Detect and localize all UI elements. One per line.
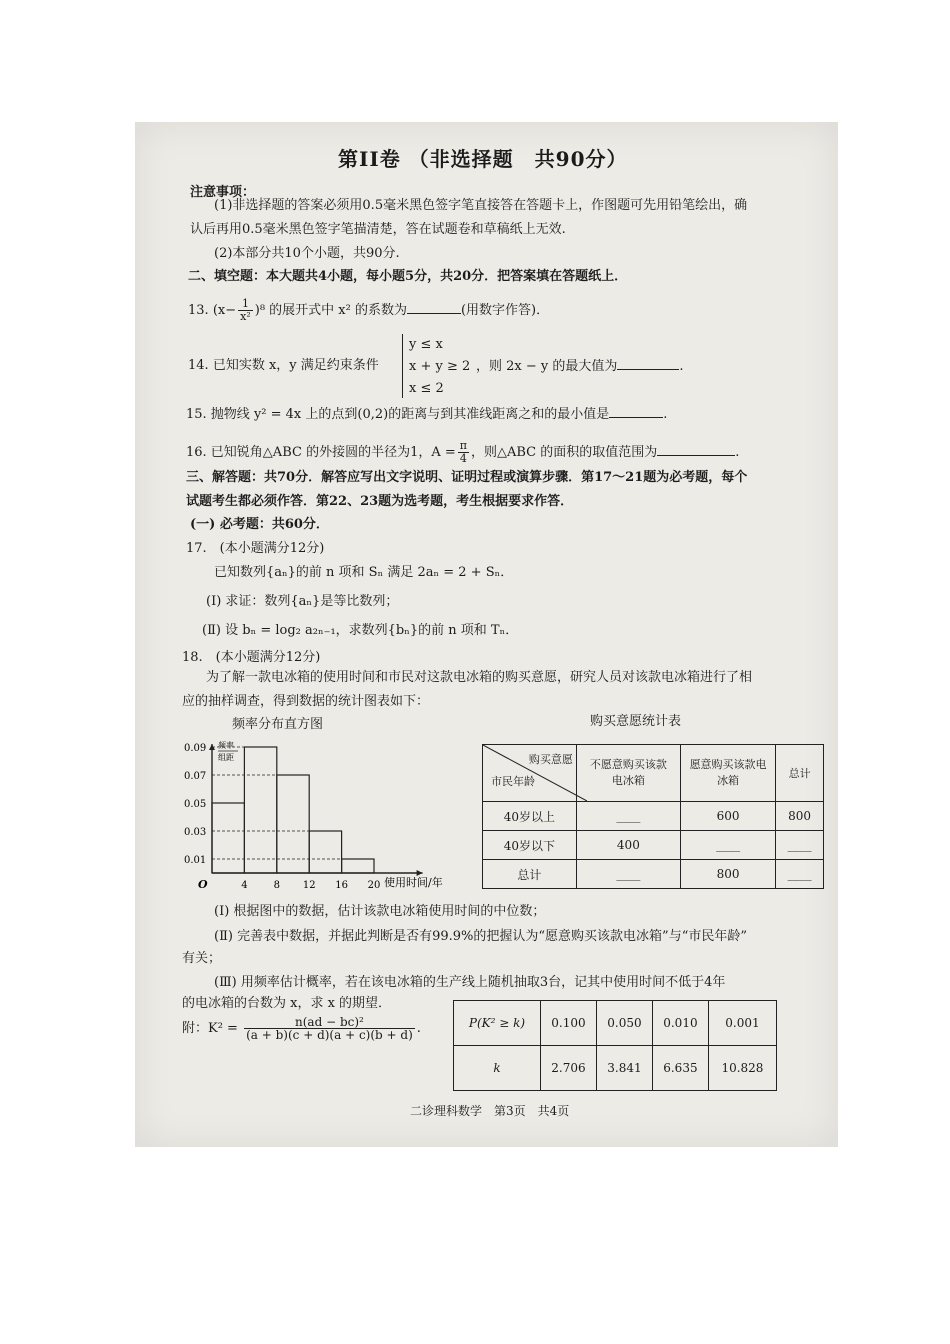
x-tick-label: 4 [241, 880, 248, 891]
notice-item1-line2: 认后再用0.5毫米黑色签字笔描清楚，答在试题卷和草稿纸上无效. [190, 222, 566, 237]
k-squared-formula [182, 1016, 421, 1041]
q13-answer-blank[interactable] [407, 301, 461, 314]
y-tick-label: 0.05 [184, 799, 207, 810]
cell: ____ [776, 860, 824, 889]
question-15 [186, 405, 667, 423]
cell: ____ [680, 831, 775, 860]
page-title: 第II卷 （非选择题 共90分） [338, 147, 628, 171]
q14-tail: ，则 2x − y 的最大值为 [476, 359, 618, 374]
section-solve-line1: 三、解答题：共70分．解答应写出文字说明、证明过程或演算步骤．第17～21题为必考题，每个 [186, 470, 748, 485]
frequency-histogram [180, 740, 470, 895]
q16-text-a: 16. 已知锐角△ABC 的外接圆的半径为1，A = [186, 445, 456, 460]
q17-part1: (Ⅰ) 求证：数列{aₙ}是等比数列； [206, 594, 399, 609]
q18-part3-line1: (Ⅲ) 用频率估计概率，若在该电冰箱的生产线上随机抽取3台，记其中使用时间不低于4年 [214, 975, 726, 990]
page-footer: 二诊理科数学 第3页 共4页 [410, 1104, 570, 1118]
q18-part1: (Ⅰ) 根据图中的数据，估计该款电冰箱使用时间的中位数； [214, 904, 546, 919]
q13-frac-num: 1 [238, 298, 253, 311]
y-tick-label: 0.09 [184, 743, 207, 754]
cell: 10.828 [708, 1046, 776, 1091]
cell: 600 [680, 802, 775, 831]
row-label-over40: 40岁以上 [483, 802, 577, 831]
q18-stem-line2: 应的抽样调查，得到数据的统计图表如下： [182, 694, 430, 709]
x-axis-label: 使用时间/年 [384, 876, 443, 889]
cell: 400 [576, 831, 680, 860]
table-corner-cell [483, 745, 577, 802]
question-13 [188, 298, 549, 323]
q14-number: 14. [188, 358, 209, 373]
q17-part2: (Ⅱ) 设 bₙ = log₂ a₂ₙ₋₁，求数列{bₙ}的前 n 项和 Tₙ． [202, 623, 519, 638]
x-tick-label: 8 [273, 880, 280, 891]
q13-number: 13. [188, 303, 209, 318]
histogram-bar [309, 831, 341, 873]
notice-item1-line1: (1)非选择题的答案必须用0.5毫米黑色签字笔直接答在答题卡上，作图题可先用铅笔绘出，确 [214, 198, 748, 213]
survey-table-title: 购买意愿统计表 [590, 714, 682, 729]
cell: ____ [576, 802, 680, 831]
x-tick-label: 16 [335, 880, 348, 891]
q13-fraction [238, 298, 253, 323]
cell: ____ [576, 860, 680, 889]
y-label-top: 频率 [218, 741, 234, 750]
header-willing: 愿意购买该款电冰箱 [680, 745, 775, 802]
q13-expr-b: )⁸ 的展开式中 x² 的系数为 [254, 303, 407, 318]
table-row [454, 1046, 777, 1091]
q18-part3-line2: 的电冰箱的台数为 x，求 x 的期望． [182, 996, 392, 1011]
q16-end: . [735, 445, 740, 460]
y-tick-label: 0.01 [184, 855, 207, 866]
cell: ____ [776, 831, 824, 860]
q13-expr-a: (x− [212, 303, 237, 318]
table-row [454, 1001, 777, 1046]
cell: 2.706 [541, 1046, 597, 1091]
corner-top-label: 购买意愿 [528, 753, 573, 766]
histogram-bar [342, 859, 374, 873]
x-tick-label: 12 [302, 880, 316, 891]
q18-part2-line2: 有关； [182, 951, 222, 966]
q17-head: 17. (本小题满分12分) [186, 541, 325, 556]
q15-end: . [663, 407, 668, 422]
q14-answer-blank[interactable] [617, 357, 679, 370]
q13-frac-den: x² [240, 310, 251, 323]
q14-end: . [679, 359, 684, 374]
cell: 0.100 [541, 1001, 597, 1046]
k-row-label: k [454, 1046, 541, 1091]
q14-constraint-system [402, 334, 470, 398]
question-14-tail [476, 357, 684, 375]
cell: 0.010 [652, 1001, 708, 1046]
q18-stem-line1: 为了解一款电冰箱的使用时间和市民对这款电冰箱的购买意愿，研究人员对该款电冰箱进行了相 [206, 670, 753, 685]
q14-text: 已知实数 x，y 满足约束条件 [212, 358, 379, 373]
corner-bottom-label: 市民年龄 [491, 775, 535, 788]
x-tick-label: 20 [367, 880, 381, 891]
survey-table [482, 744, 824, 889]
critical-value-table [453, 1000, 777, 1091]
table-row [483, 831, 824, 860]
histogram-y-label [218, 740, 238, 762]
row-label-total: 总计 [483, 860, 577, 889]
q15-text: 15. 抛物线 y² = 4x 上的点到(0,2)的距离与到其准线距离之和的最小值是 [186, 407, 610, 422]
formula-prefix: 附：K² = [182, 1021, 238, 1036]
question-16 [186, 440, 739, 465]
q14-constraint-3: x ≤ 2 [409, 381, 444, 396]
q16-answer-blank[interactable] [657, 443, 735, 456]
cell: 3.841 [596, 1046, 652, 1091]
q16-frac-num: π [459, 439, 467, 452]
q14-constraint-2: x + y ≥ 2 [409, 359, 471, 374]
q18-head: 18. (本小题满分12分) [182, 650, 321, 665]
histogram-bar [244, 747, 276, 873]
y-tick-label: 0.07 [184, 771, 207, 782]
cell: 6.635 [652, 1046, 708, 1091]
section-solve-line2: 试题考生都必须作答．第22、23题为选考题，考生根据要求作答． [186, 494, 574, 509]
q13-tail: (用数字作答)． [460, 303, 550, 318]
q16-text-b: ，则△ABC 的面积的取值范围为 [471, 445, 658, 460]
q16-frac-den: 4 [459, 452, 467, 465]
required-heading: (一) 必考题：共60分． [190, 517, 329, 532]
q17-stem: 已知数列{aₙ}的前 n 项和 Sₙ 满足 2aₙ = 2 + Sₙ． [214, 565, 514, 580]
p-row-label: P(K² ≥ k) [454, 1001, 541, 1046]
origin-label: O [198, 878, 208, 891]
header-not-willing: 不愿意购买该款电冰箱 [576, 745, 680, 802]
notice-item2: (2)本部分共10个小题，共90分. [214, 246, 400, 261]
histogram-title: 频率分布直方图 [232, 717, 324, 732]
question-14-lead [188, 357, 379, 374]
formula-denominator: (a + b)(c + d)(a + c)(b + d) [246, 1028, 413, 1042]
q18-part2-line1: (Ⅱ) 完善表中数据，并据此判断是否有99.9%的把握认为“愿意购买该款电冰箱”与“市民年龄” [214, 929, 747, 944]
q15-answer-blank[interactable] [609, 405, 663, 418]
formula-fraction [244, 1016, 415, 1041]
cell: 0.050 [596, 1001, 652, 1046]
formula-numerator: n(ad − bc)² [244, 1016, 415, 1029]
histogram-layer [184, 743, 423, 891]
q16-fraction [458, 440, 469, 465]
y-label-bottom: 组距 [218, 753, 234, 762]
y-tick-label: 0.03 [184, 827, 207, 838]
section-fill-in-heading: 二、填空题：本大题共4小题，每小题5分，共20分．把答案填在答题纸上． [188, 269, 628, 284]
table-row [483, 860, 824, 889]
notice-heading: 注意事项： [190, 185, 256, 200]
row-label-under40: 40岁以下 [483, 831, 577, 860]
table-row [483, 802, 824, 831]
histogram-bar [212, 803, 244, 873]
cell: 800 [776, 802, 824, 831]
cell: 800 [680, 860, 775, 889]
formula-end: . [416, 1021, 421, 1036]
q14-constraint-1: y ≤ x [409, 337, 443, 352]
cell: 0.001 [708, 1001, 776, 1046]
header-total: 总计 [776, 745, 824, 802]
histogram-bar [277, 775, 309, 873]
